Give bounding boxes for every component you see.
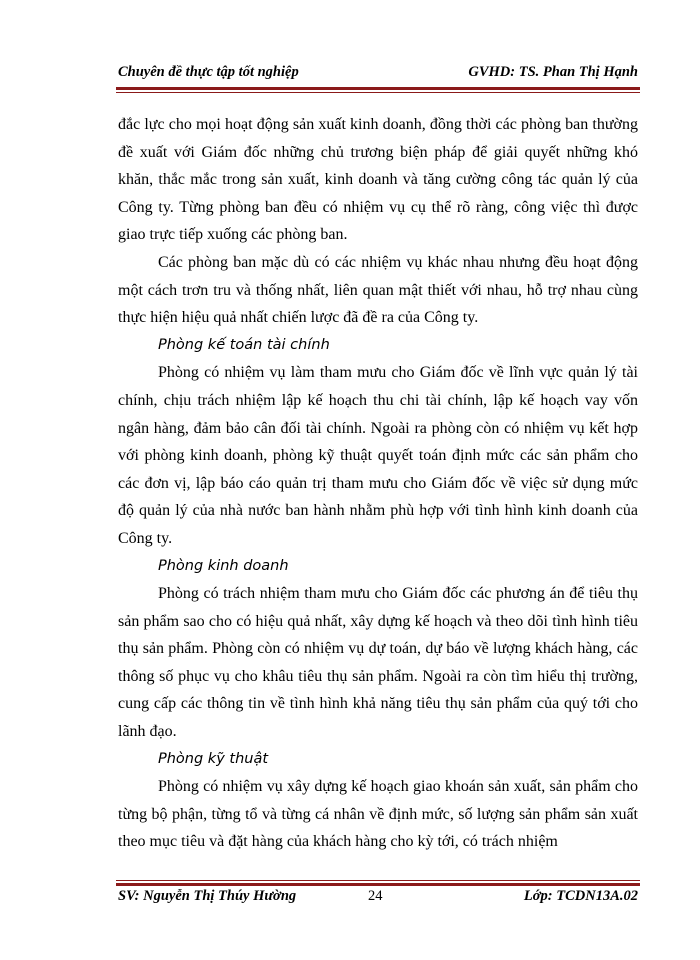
body-paragraph: đắc lực cho mọi hoạt động sản xuất kinh doanh, đồng thời các phòng ban thường đề xuất với Giám đốc những chủ trương biện pháp để giải quyết những khó khăn, thắc mắc trong sản xuất, kinh doanh và tăng cường công tác quản lý của Công ty. Từng phòng ban đều có nhiệm vụ cụ thể rõ ràng, công việc thì được giao trực tiếp xuống các phòng ban. bbox=[118, 116, 638, 244]
section-heading: Phòng kỹ thuật bbox=[158, 750, 269, 767]
header-rule-thin bbox=[116, 92, 640, 93]
header-supervisor: GVHD: TS. Phan Thị Hạnh bbox=[468, 64, 638, 80]
body-paragraph: Các phòng ban mặc dù có các nhiệm vụ khác nhau nhưng đều hoạt động một cách trơn tru và thống nhất, liên quan mật thiết với nhau, hỗ trợ nhau cùng thực hiện hiệu quả nhất chiến lược đã đề ra của Công ty. bbox=[118, 253, 638, 327]
section-heading: Phòng kinh doanh bbox=[158, 557, 289, 574]
body-paragraph: Phòng có nhiệm vụ làm tham mưu cho Giám đốc về lĩnh vực quản lý tài chính, chịu trách nhiệm lập kế hoạch thu chi tài chính, lập kế hoạch vay vốn ngân hàng, đảm bảo cân đối tài chính. Ngoài ra phòng còn có nhiệm vụ kết hợp với phòng kinh doanh, phòng kỹ thuật quyết toán định mức các sản phẩm cho các đơn vị, lập báo cáo quản trị tham mưu cho Giám đốc về việc sử dụng mức độ quản lý của nhà nước ban hành nhằm phù hợp với tình hình kinh doanh của Công ty. bbox=[118, 364, 638, 547]
body-paragraph: Phòng có nhiệm vụ xây dựng kế hoạch giao khoán sản xuất, sản phẩm cho từng bộ phận, từng tổ và từng cá nhân về định mức, số lượng sản phẩm sản xuất theo mục tiêu và đặt hàng của khách hàng cho kỳ tới, có trách nhiệm bbox=[118, 778, 638, 851]
page-footer bbox=[118, 888, 638, 910]
footer-student-name: SV: Nguyễn Thị Thúy Hường bbox=[118, 888, 297, 904]
footer-class-code: Lớp: TCDN13A.02 bbox=[523, 888, 638, 904]
footer-rule-thick bbox=[116, 883, 640, 886]
header-document-title: Chuyên đề thực tập tốt nghiệp bbox=[118, 64, 299, 80]
page-number: 24 bbox=[368, 888, 383, 904]
section-heading: Phòng kế toán tài chính bbox=[158, 336, 330, 353]
footer-rule-thin bbox=[116, 880, 640, 881]
document-body bbox=[118, 111, 638, 856]
page-header bbox=[118, 64, 638, 86]
body-paragraph: Phòng có trách nhiệm tham mưu cho Giám đốc các phương án để tiêu thụ sản phẩm sao cho có hiệu quả nhất, xây dựng kế hoạch và theo dõi tình hình tiêu thụ sản phẩm. Phòng còn có nhiệm vụ dự toán, dự báo về lượng khách hàng, các thông số phục vụ cho khâu tiêu thụ sản phẩm. Ngoài ra còn tìm hiểu thị trường, cung cấp các thông tin về tình hình khả năng tiêu thụ sản phẩm của quý tới cho lãnh đạo. bbox=[118, 585, 638, 741]
header-rule-thick bbox=[116, 87, 640, 90]
